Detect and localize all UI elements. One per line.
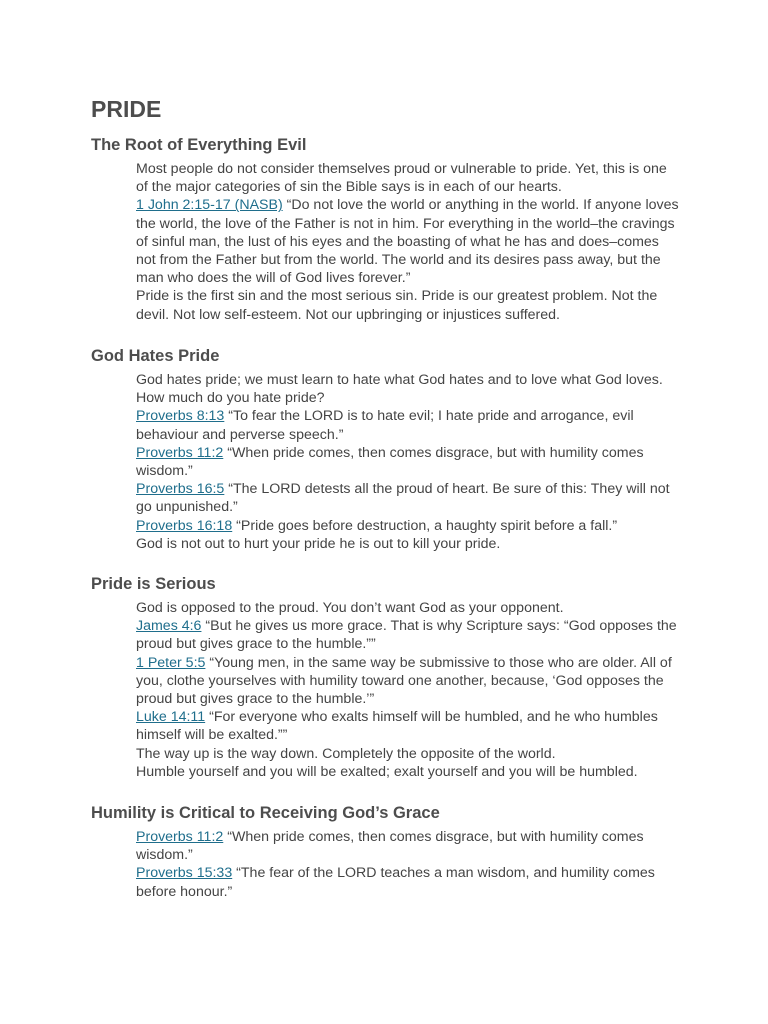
section-body — [136, 160, 681, 324]
scripture-link[interactable]: Proverbs 16:18 — [136, 517, 233, 534]
scripture-link[interactable]: 1 Peter 5:5 — [136, 654, 206, 671]
scripture-text: “When pride comes, then comes disgrace, but with humility comes wisdom.” — [136, 444, 644, 480]
section-body — [136, 828, 681, 901]
scripture-paragraph — [136, 407, 681, 443]
paragraph: Most people do not consider themselves proud or vulnerable to pride. Yet, this is one of the major categories of sin the Bible says is in each of our hearts. — [136, 161, 667, 196]
section-heading: The Root of Everything Evil — [91, 136, 307, 154]
scripture-paragraph — [136, 196, 681, 287]
scripture-link[interactable]: Proverbs 15:33 — [136, 865, 233, 882]
page-title: PRIDE — [91, 96, 162, 122]
scripture-text: “Pride goes before destruction, a haughty spirit before a fall.” — [232, 517, 618, 534]
scripture-link[interactable]: Proverbs 16:5 — [136, 481, 225, 498]
scripture-link[interactable]: Luke 14:11 — [136, 709, 206, 726]
section-body — [136, 599, 681, 781]
scripture-text: “The fear of the LORD teaches a man wisdom, and humility comes before honour.” — [136, 865, 655, 900]
scripture-link[interactable]: Proverbs 11:2 — [136, 829, 224, 845]
scripture-text: “But he gives us more grace. That is why Scripture says: “God opposes the proud but gives grace to the humble.”” — [136, 618, 677, 653]
section-god-hates-pride — [91, 346, 691, 553]
scripture-paragraph — [136, 864, 681, 900]
paragraph: God is opposed to the proud. You don’t want God as your opponent. — [136, 600, 564, 616]
scripture-text: “The LORD detests all the proud of heart. Be sure of this: They will not go unpunished.” — [136, 481, 670, 516]
section-heading: Humility is Critical to Receiving God’s Grace — [91, 804, 440, 822]
scripture-paragraph — [136, 828, 681, 864]
scripture-text: “When pride comes, then comes disgrace, but with humility comes wisdom.” — [136, 829, 644, 864]
scripture-paragraph — [136, 444, 681, 480]
scripture-text: “For everyone who exalts himself will be humbled, and he who humbles himself will be exalted.”” — [136, 709, 658, 744]
scripture-paragraph — [136, 517, 681, 535]
scripture-paragraph — [136, 708, 681, 744]
scripture-paragraph — [136, 654, 681, 709]
scripture-text: “To fear the LORD is to hate evil; I hate pride and arrogance, evil behaviour and perverse speech.” — [136, 408, 634, 443]
scripture-text: “Do not love the world or anything in the world. If anyone loves the world, the love of the Father is not in him. For everything in the world–the cravings of sinful man, the lust of his eyes and the boasting of what he has and does–comes not from the Father but from the world. The world and its desires pass away, but the man who does the will of God lives forever.” — [136, 197, 679, 287]
paragraph: The way up is the way down. Completely the opposite of the world. — [136, 745, 556, 762]
section-pride-is-serious — [91, 574, 691, 781]
scripture-paragraph — [136, 480, 681, 516]
section-humility-grace — [91, 803, 691, 901]
scripture-link[interactable]: Proverbs 8:13 — [136, 408, 225, 425]
paragraph: Pride is the first sin and the most serious sin. Pride is our greatest problem. Not the devil. Not low self-esteem. Not our upbringing or injustices suffered. — [136, 288, 658, 323]
paragraph: Humble yourself and you will be exalted; exalt yourself and you will be humbled. — [136, 763, 638, 780]
scripture-paragraph — [136, 617, 681, 653]
scripture-link[interactable]: Proverbs 11:2 — [136, 444, 224, 461]
scripture-text: “Young men, in the same way be submissive to those who are older. All of you, clothe yourselves with humility toward one another, because, ‘God opposes the proud but gives grace to the humble.’” — [136, 654, 672, 708]
paragraph: God is not out to hurt your pride he is out to kill your pride. — [136, 535, 501, 552]
scripture-link[interactable]: 1 John 2:15-17 (NASB) — [136, 197, 283, 214]
scripture-link[interactable]: James 4:6 — [136, 618, 202, 635]
paragraph: God hates pride; we must learn to hate what God hates and to love what God loves. How much do you hate pride? — [136, 372, 663, 407]
section-body — [136, 371, 681, 553]
section-heading: Pride is Serious — [91, 575, 216, 593]
section-heading: God Hates Pride — [91, 347, 220, 365]
section-root-of-evil — [91, 135, 691, 324]
